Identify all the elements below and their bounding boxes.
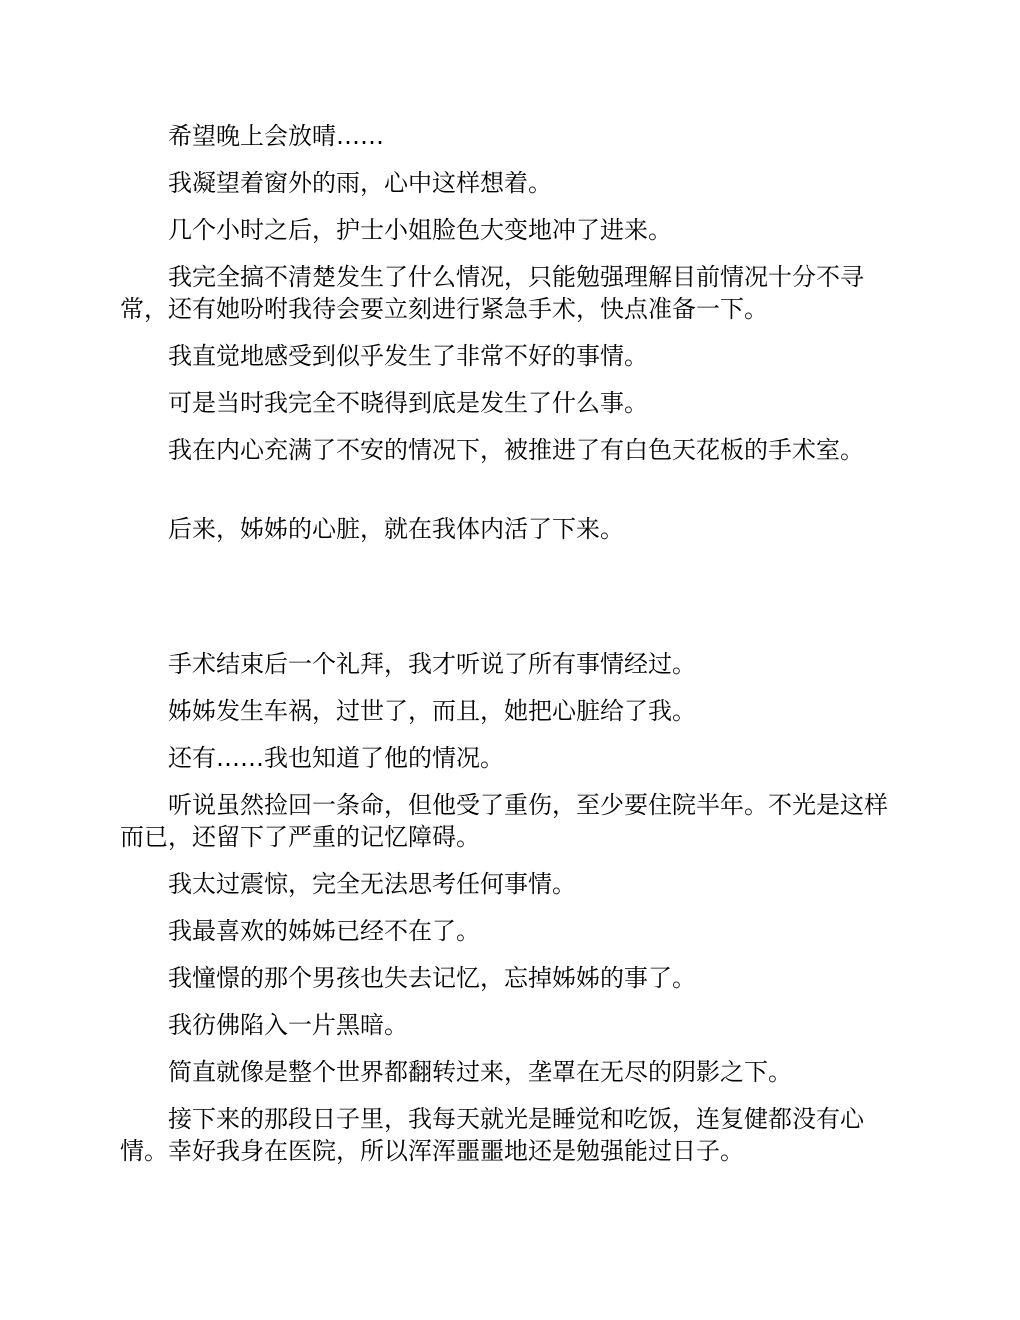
paragraph-3: 几个小时之后，护士小姐脸色大变地冲了进来。	[168, 216, 672, 244]
paragraph-7: 我在内心充满了不安的情况下，被推进了有白色天花板的手术室。	[168, 436, 864, 464]
paragraph-8: 后来，姊姊的心脏，就在我体内活了下来。	[168, 515, 624, 543]
paragraph-12: 听说虽然捡回一条命，但他受了重伤，至少要住院半年。不光是这样而已，还留下了严重的记忆障碍。	[120, 791, 888, 851]
document-page	[120, 120, 900, 1167]
paragraph-4: 我完全搞不清楚发生了什么情况，只能勉强理解目前情况十分不寻常，还有她吩咐我待会要立刻进行紧急手术，快点准备一下。	[120, 263, 864, 323]
paragraph-1: 希望晚上会放晴……	[168, 122, 384, 150]
paragraph-14: 我最喜欢的姊姊已经不在了。	[168, 917, 480, 945]
paragraph-13: 我太过震惊，完全无法思考任何事情。	[168, 870, 576, 898]
paragraph-9: 手术结束后一个礼拜，我才听说了所有事情经过。	[168, 650, 696, 678]
paragraph-15: 我憧憬的那个男孩也失去记忆，忘掉姊姊的事了。	[168, 964, 696, 992]
paragraph-5: 我直觉地感受到似乎发生了非常不好的事情。	[168, 342, 648, 370]
paragraph-6: 可是当时我完全不晓得到底是发生了什么事。	[168, 389, 648, 417]
paragraph-11: 还有……我也知道了他的情况。	[168, 744, 504, 772]
paragraph-18: 接下来的那段日子里，我每天就光是睡觉和吃饭，连复健都没有心情。幸好我身在医院，所以浑浑噩噩地还是勉强能过日子。	[120, 1105, 864, 1165]
paragraph-10: 姊姊发生车祸，过世了，而且，她把心脏给了我。	[168, 697, 696, 725]
paragraph-2: 我凝望着窗外的雨，心中这样想着。	[168, 169, 552, 197]
paragraph-17: 简直就像是整个世界都翻转过来，垄罩在无尽的阴影之下。	[168, 1058, 792, 1086]
paragraph-16: 我彷佛陷入一片黑暗。	[168, 1011, 408, 1039]
